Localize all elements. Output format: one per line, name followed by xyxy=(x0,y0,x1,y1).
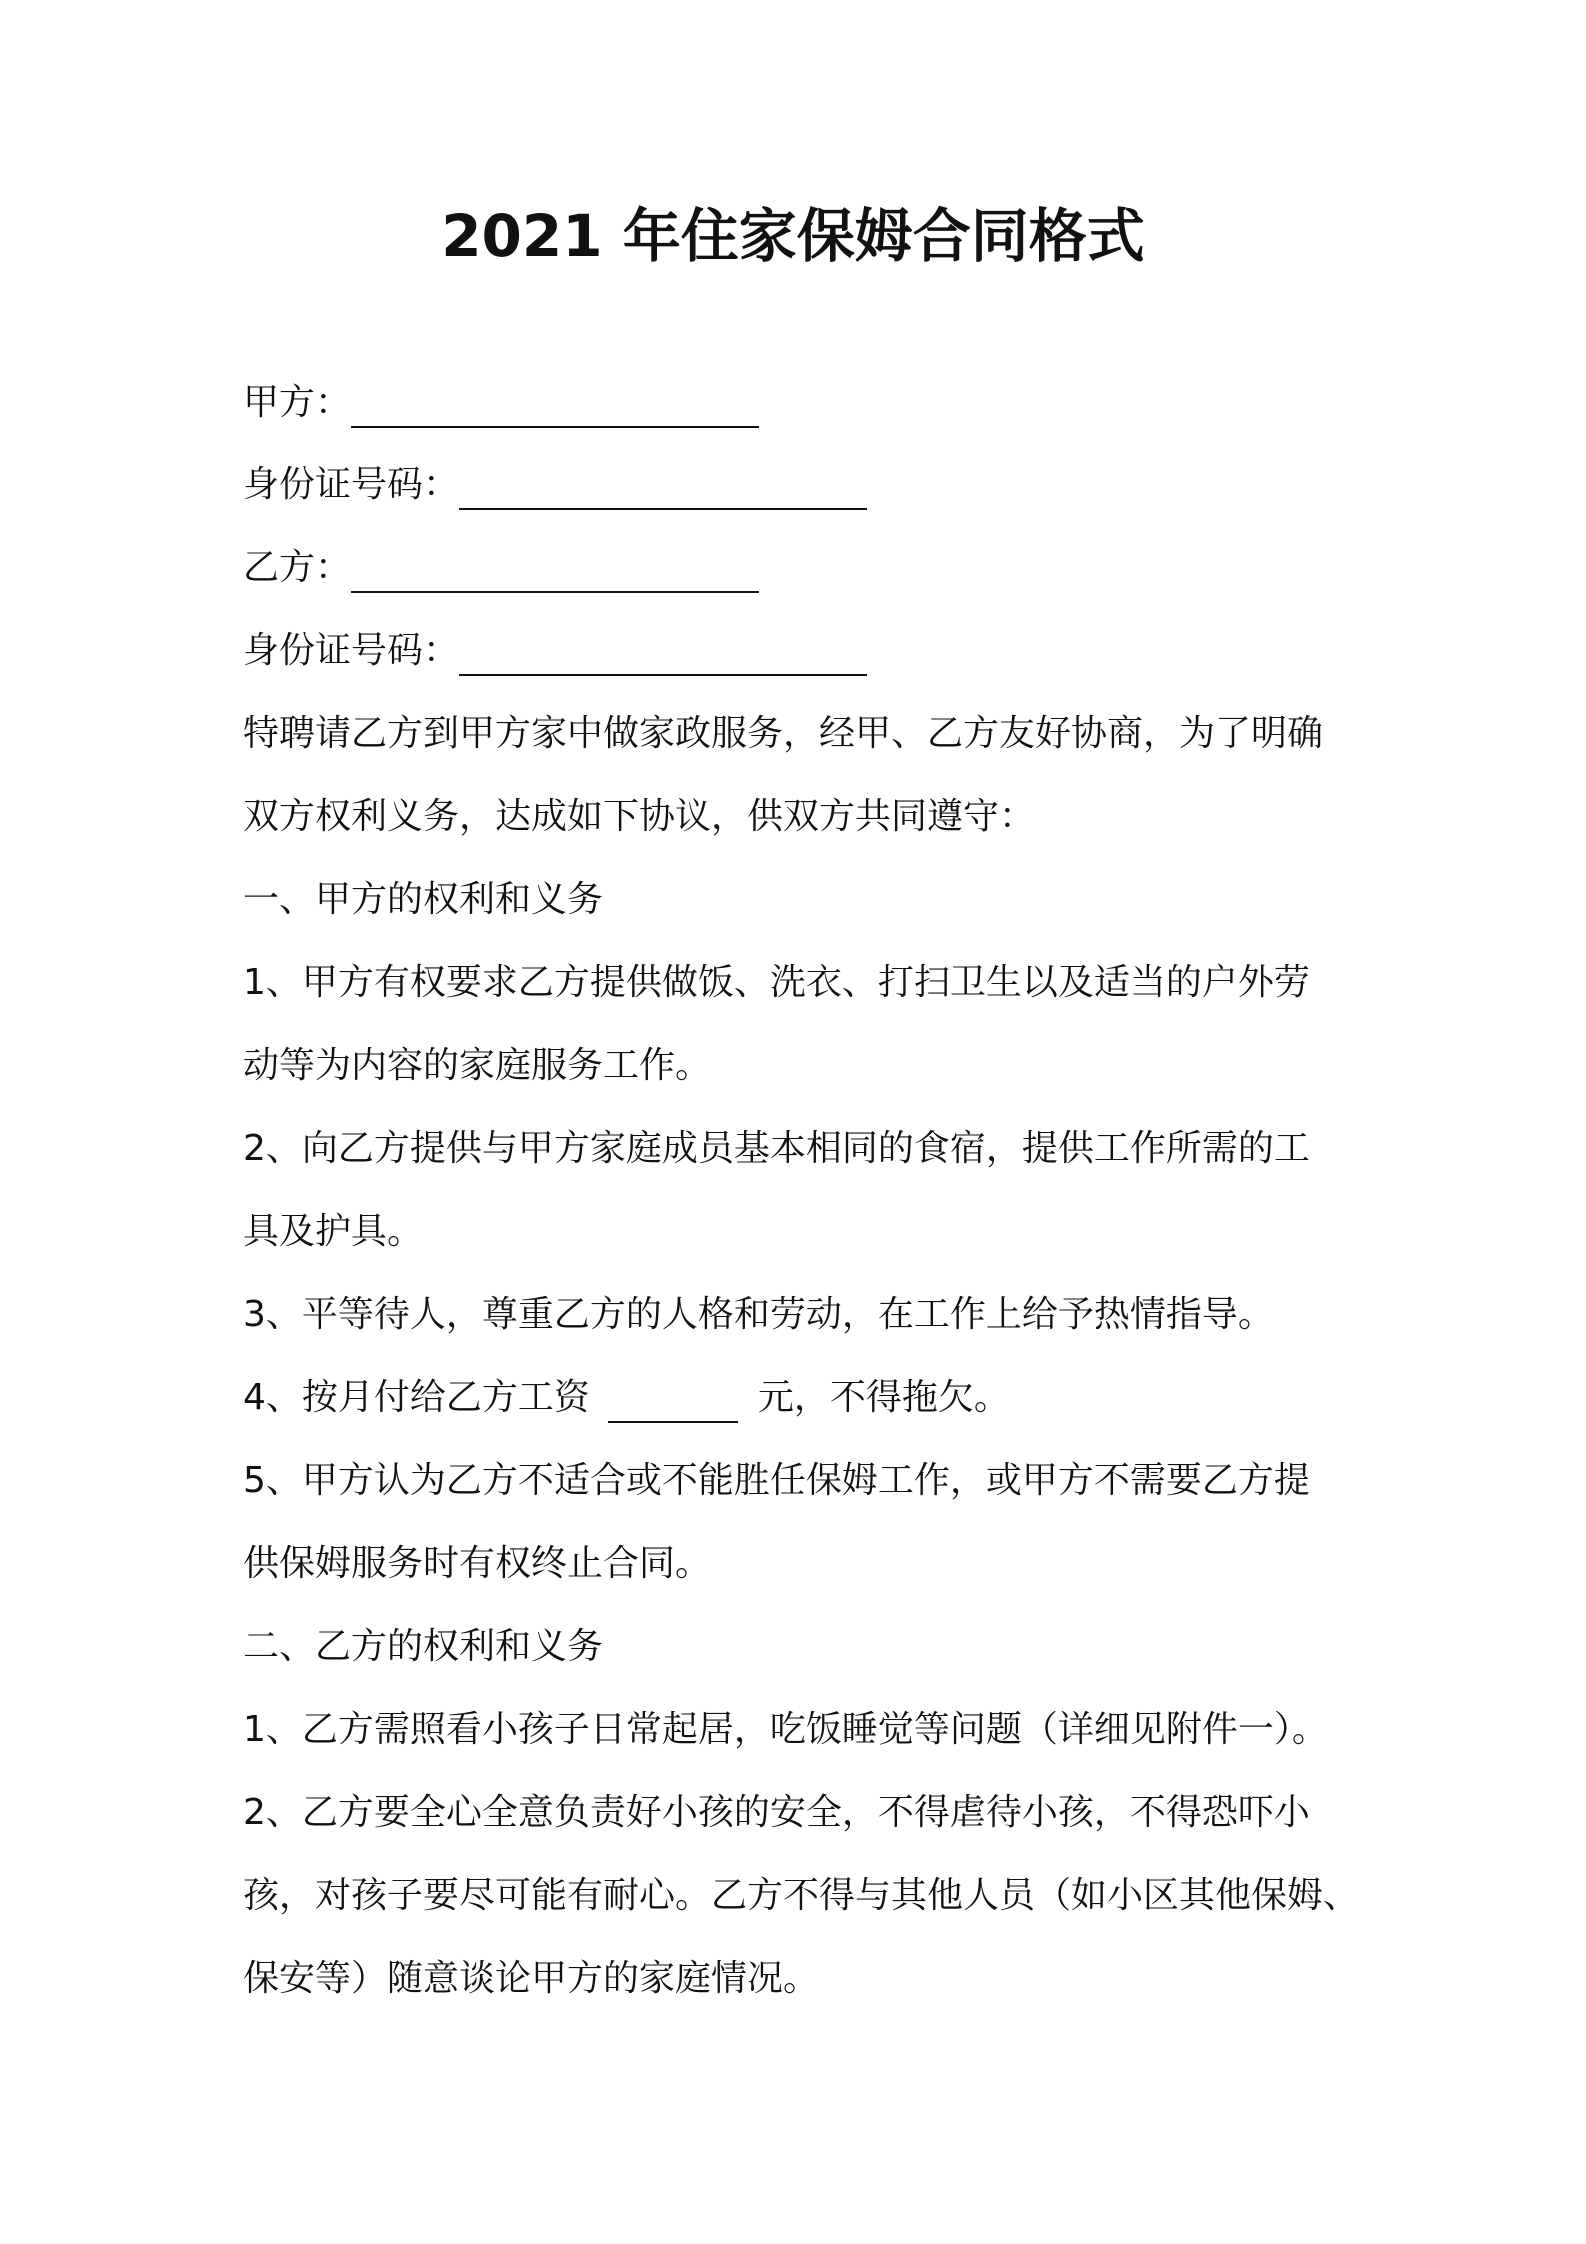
s1-item2-text1: 、向乙方提供与甲方家庭成员基本相同的食宿，提供工作所需的工 xyxy=(265,1128,1310,1169)
party-a-blank xyxy=(351,382,759,428)
document-title: 2021 年住家保姆合同格式 xyxy=(441,202,1145,270)
party-b-id-blank xyxy=(459,630,867,676)
party-a-id-label: 身份证号码： xyxy=(243,464,460,505)
party-b-id-field xyxy=(243,626,1373,676)
s2-item1-number: 1 xyxy=(243,1709,266,1750)
s1-item4-text-after: 元，不得拖欠。 xyxy=(757,1377,1010,1418)
s1-item5-line2: 供保姆服务时有权终止合同。 xyxy=(243,1543,712,1584)
s1-item1-line2: 动等为内容的家庭服务工作。 xyxy=(243,1045,712,1086)
party-a-id-blank xyxy=(459,464,867,510)
s1-item2-number: 2 xyxy=(243,1128,266,1169)
s1-item5-text1: 、甲方认为乙方不适合或不能胜任保姆工作，或甲方不需要乙方提 xyxy=(265,1460,1310,1501)
intro-line-2: 双方权利义务，达成如下协议，供双方共同遵守： xyxy=(243,796,1036,837)
s2-item1-text1: 、乙方需照看小孩子日常起居，吃饭睡觉等问题（详细见附件一）。 xyxy=(265,1709,1328,1750)
party-a-field xyxy=(243,378,1373,428)
s2-item1-line1 xyxy=(243,1705,1373,1755)
s2-item2-line3: 保安等）随意谈论甲方的家庭情况。 xyxy=(243,1958,820,1999)
section1-heading: 一、甲方的权利和义务 xyxy=(243,879,604,920)
intro-line-1: 特聘请乙方到甲方家中做家政服务，经甲、乙方友好协商，为了明确 xyxy=(243,713,1324,754)
party-b-blank xyxy=(351,547,759,593)
party-b-id-label: 身份证号码： xyxy=(243,630,460,671)
s1-item2-line1 xyxy=(243,1124,1373,1174)
s1-item1-line1 xyxy=(243,958,1373,1008)
s1-item2-line2: 具及护具。 xyxy=(243,1211,424,1252)
s1-item1-text1: 、甲方有权要求乙方提供做饭、洗衣、打扫卫生以及适当的户外劳 xyxy=(265,962,1310,1003)
s1-item4-number: 4 xyxy=(243,1377,266,1418)
s1-item1-number: 1 xyxy=(243,962,266,1003)
s2-item2-line2: 孩，对孩子要尽可能有耐心。乙方不得与其他人员（如小区其他保姆、 xyxy=(243,1875,1360,1916)
s1-item5-line1 xyxy=(243,1456,1373,1506)
section2-heading: 二、乙方的权利和义务 xyxy=(243,1626,604,1667)
salary-blank xyxy=(608,1377,738,1423)
s2-item2-number: 2 xyxy=(243,1792,266,1833)
s1-item5-number: 5 xyxy=(243,1460,266,1501)
s1-item3-line1 xyxy=(243,1290,1373,1340)
s2-item2-text1: 、乙方要全心全意负责好小孩的安全，不得虐待小孩，不得恐吓小 xyxy=(265,1792,1310,1833)
s1-item3-number: 3 xyxy=(243,1294,266,1335)
party-b-label: 乙方： xyxy=(243,547,352,588)
s1-item3-text1: 、平等待人，尊重乙方的人格和劳动，在工作上给予热情指导。 xyxy=(265,1294,1274,1335)
party-a-label: 甲方： xyxy=(243,382,352,423)
s1-item4-text-before: 、按月付给乙方工资 xyxy=(265,1377,590,1418)
s2-item2-line1 xyxy=(243,1788,1373,1838)
party-a-id-field xyxy=(243,460,1373,510)
party-b-field xyxy=(243,543,1373,593)
s1-item4-line1 xyxy=(243,1373,1373,1423)
